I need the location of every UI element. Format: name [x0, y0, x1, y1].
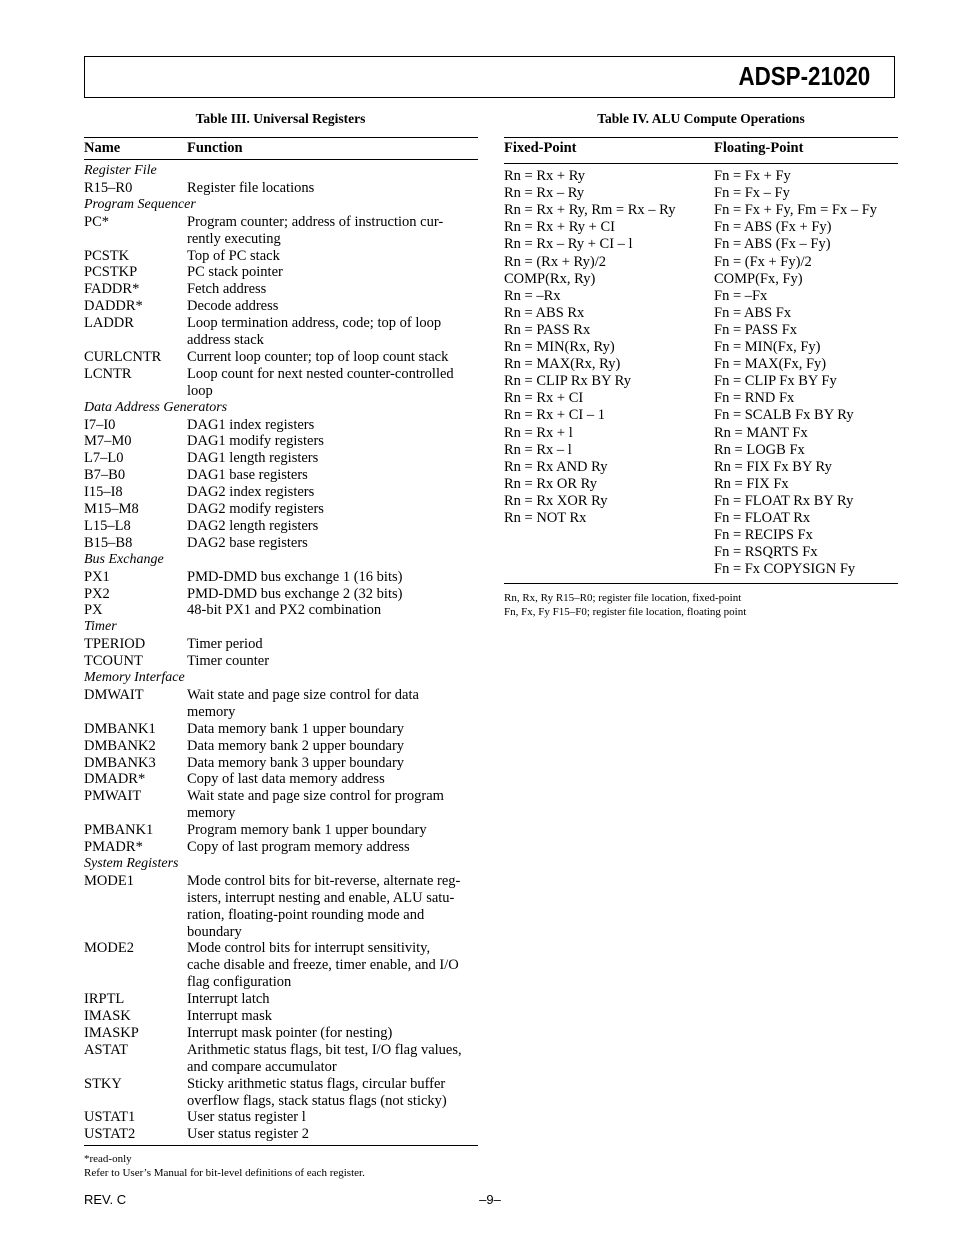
table4-fixed-op: Rn = (Rx + Ry)/2	[504, 253, 606, 270]
table3-register-function: rently executing	[187, 230, 281, 247]
table3-register-function: Timer counter	[187, 653, 270, 670]
table3-register-name: R15–R0	[84, 179, 133, 196]
table3-section-heading: Timer	[84, 619, 117, 635]
table3-col-name: Name	[84, 140, 121, 156]
table3-register-name: LCNTR	[84, 365, 132, 382]
table3-register-name: I15–I8	[84, 484, 123, 501]
table3-register-name: USTAT1	[84, 1109, 136, 1126]
table3-register-function: ration, floating-point rounding mode and	[187, 906, 425, 923]
table3-register-function: Register file locations	[187, 179, 315, 196]
table3-register-function: Copy of last program memory address	[187, 839, 410, 855]
table3-register-function: PMD-DMD bus exchange 1 (16 bits)	[187, 568, 403, 585]
table3-section-heading: Data Address Generators	[84, 399, 228, 415]
table3-register-function: DAG1 index registers	[187, 416, 315, 433]
table4-float-op: Fn = Fx – Fy	[714, 185, 790, 202]
table3-register-function: Data memory bank 1 upper boundary	[187, 720, 405, 737]
table3-register-function: Fetch address	[187, 281, 267, 298]
table3-register-name: M15–M8	[84, 501, 139, 517]
table3-register-name: FADDR*	[84, 281, 140, 298]
table3-register-function: DAG1 length registers	[187, 450, 319, 467]
table3-register-function: Interrupt mask	[187, 1008, 272, 1024]
table3-register-function: 48-bit PX1 and PX2 combination	[187, 602, 382, 619]
table4-fixed-op: Rn = MIN(Rx, Ry)	[504, 339, 615, 355]
table3-register-function: Mode control bits for bit-reverse, alternate reg-	[187, 872, 461, 889]
table3-register-name: CURLCNTR	[84, 348, 162, 365]
table3-register-function: overflow flags, stack status flags (not sticky)	[187, 1092, 447, 1109]
table3-note-manual: Refer to User’s Manual for bit-level definitions of each register.	[84, 1167, 365, 1179]
table4-float-op: Fn = ABS (Fx – Fy)	[714, 236, 831, 253]
page-number: –9–	[479, 1192, 501, 1207]
table3-register-name: DADDR*	[84, 298, 143, 315]
table3-register-name: MODE2	[84, 940, 134, 957]
table3-register-name: DMBANK3	[84, 754, 156, 771]
table3-register-function: User status register 2	[187, 1126, 310, 1143]
table4-float-op: Fn = SCALB Fx BY Ry	[714, 407, 854, 424]
table3-register-name: TCOUNT	[84, 653, 143, 670]
table4-fixed-op: Rn = Rx OR Ry	[504, 475, 598, 492]
table3-section-heading: System Registers	[84, 855, 179, 871]
table3-register-name: PCSTK	[84, 247, 130, 264]
table4-col-float: Floating-Point	[714, 140, 804, 156]
table3-register-function: PMD-DMD bus exchange 2 (32 bits)	[187, 585, 403, 602]
table4-fixed-op: Rn = Rx + CI – 1	[504, 407, 605, 424]
table4-fixed-op: Rn = Rx + Ry, Rm = Rx – Ry	[504, 202, 676, 219]
table4-fixed-op: Rn = ABS Rx	[504, 304, 585, 321]
table3-register-function: Mode control bits for interrupt sensitivity,	[187, 940, 431, 957]
table3-col-function: Function	[187, 140, 243, 156]
table4-float-op: Fn = PASS Fx	[714, 321, 798, 338]
table4-note-float: Fn, Fx, Fy F15–F0; register file location, floating point	[504, 606, 747, 618]
table4-bottom-rule	[504, 583, 898, 584]
table4-fixed-op: Rn = Rx – l	[504, 441, 572, 458]
table3-register-function: Loop termination address, code; top of loop	[187, 315, 442, 332]
table4-fixed-op: Rn = Rx + Ry + CI	[504, 219, 615, 236]
table3-register-name: LADDR	[84, 315, 134, 332]
table4-fixed-op: Rn = PASS Rx	[504, 321, 591, 338]
table3-register-name: DMWAIT	[84, 686, 144, 703]
table3-register-function: loop	[187, 382, 213, 399]
table3-register-function: Copy of last data memory address	[187, 771, 385, 788]
table4-float-op: Fn = ABS Fx	[714, 304, 792, 321]
table4-caption: Table IV. ALU Compute Operations	[597, 111, 805, 126]
table3-register-function: and compare accumulator	[187, 1058, 337, 1075]
table4-fixed-op: Rn = NOT Rx	[504, 510, 587, 526]
table4-float-op: Fn = Fx COPYSIGN Fy	[714, 561, 856, 578]
table3-section-heading: Bus Exchange	[84, 551, 164, 567]
table4-float-op: Rn = MANT Fx	[714, 424, 808, 441]
table3-register-name: ASTAT	[84, 1041, 128, 1058]
table3-register-name: IRPTL	[84, 991, 125, 1008]
table3-register-function: Interrupt mask pointer (for nesting)	[187, 1024, 393, 1041]
table3-register-function: DAG2 length registers	[187, 517, 319, 534]
table3-register-function: DAG1 modify registers	[187, 433, 324, 450]
table3-register-function: address stack	[187, 332, 264, 348]
table3-register-function: cache disable and freeze, timer enable, and I/O	[187, 957, 459, 974]
table3-register-function: Interrupt latch	[187, 991, 270, 1008]
table3-note-readonly: *read-only	[84, 1153, 132, 1165]
table4-float-op: Rn = LOGB Fx	[714, 441, 805, 458]
table3-register-name: M7–M0	[84, 433, 132, 450]
table4-fixed-op: Rn = Rx AND Ry	[504, 458, 608, 475]
table4-fixed-op: Rn = Rx – Ry + CI – l	[504, 236, 633, 253]
table3-register-function: DAG2 base registers	[187, 534, 308, 551]
table4-fixed-op: COMP(Rx, Ry)	[504, 270, 596, 287]
table4-fixed-op: Rn = MAX(Rx, Ry)	[504, 356, 621, 373]
table3-register-function: Data memory bank 2 upper boundary	[187, 737, 405, 754]
table4-float-op: Fn = Fx + Fy	[714, 168, 791, 184]
table4-fixed-op: Rn = Rx + l	[504, 424, 573, 441]
table4-float-op: Fn = FLOAT Rx BY Ry	[714, 492, 854, 509]
table4-top-rule	[504, 137, 898, 138]
table3-register-name: MODE1	[84, 872, 134, 889]
table3-register-function: Wait state and page size control for data	[187, 686, 419, 703]
table4-float-op: Rn = FIX Fx BY Ry	[714, 458, 832, 475]
table4-float-op: Rn = FIX Fx	[714, 475, 789, 492]
table3-register-name: DMADR*	[84, 771, 146, 788]
table4-float-op: Fn = RSQRTS Fx	[714, 544, 818, 561]
table4-float-op: Fn = ABS (Fx + Fy)	[714, 219, 832, 236]
table3-register-name: PCSTKP	[84, 264, 138, 281]
table3-register-function: DAG2 modify registers	[187, 501, 324, 517]
table3-section-heading: Program Sequencer	[84, 196, 196, 212]
table4-fixed-op: Rn = Rx XOR Ry	[504, 492, 608, 509]
table4-float-op: Fn = (Fx + Fy)/2	[714, 253, 812, 270]
table3-section-heading: Register File	[84, 163, 157, 178]
table3-register-function: boundary	[187, 923, 242, 940]
table3-register-function: Program counter; address of instruction cur-	[187, 213, 444, 230]
table3-register-function: Sticky arithmetic status flags, circular buffer	[187, 1075, 446, 1092]
table3-top-rule	[84, 137, 478, 138]
table3-register-function: flag configuration	[187, 974, 292, 991]
table3-register-function: isters, interrupt nesting and enable, ALU satu-	[187, 889, 455, 906]
table3-register-function: Program memory bank 1 upper boundary	[187, 822, 427, 839]
table4-float-op: Fn = CLIP Fx BY Fy	[714, 373, 837, 390]
table3-register-name: PX	[84, 602, 103, 619]
table3-register-function: Wait state and page size control for program	[187, 788, 444, 805]
table3-bottom-rule	[84, 1145, 478, 1146]
table3-register-name: PMBANK1	[84, 822, 154, 839]
table4-header-rule	[504, 163, 898, 164]
table4-fixed-op: Rn = Rx – Ry	[504, 185, 585, 202]
table3-register-name: L15–L8	[84, 517, 131, 534]
table4-float-op: Fn = MAX(Fx, Fy)	[714, 356, 827, 373]
table3-register-name: PMADR*	[84, 839, 143, 855]
table3-register-function: DAG1 base registers	[187, 467, 308, 484]
table3-register-function: Arithmetic status flags, bit test, I/O flag values,	[187, 1041, 462, 1058]
table3-register-name: B15–B8	[84, 534, 133, 551]
table4-fixed-op: Rn = Rx + Ry	[504, 168, 586, 184]
table3-register-function: Data memory bank 3 upper boundary	[187, 754, 405, 771]
table4-fixed-op: Rn = –Rx	[504, 287, 561, 304]
table3-register-function: Top of PC stack	[187, 247, 280, 264]
table3-register-name: I7–I0	[84, 416, 116, 433]
table3-register-name: USTAT2	[84, 1126, 136, 1143]
page-header	[84, 56, 895, 98]
table4-float-op: Fn = FLOAT Rx	[714, 510, 811, 526]
table3-register-function: DAG2 index registers	[187, 484, 315, 501]
table3-register-name: IMASKP	[84, 1024, 139, 1041]
table4-fixed-op: Rn = CLIP Rx BY Ry	[504, 373, 631, 390]
document-title: ADSP-21020	[738, 61, 870, 91]
table4-col-fixed: Fixed-Point	[504, 140, 577, 156]
table3-register-name: DMBANK2	[84, 737, 156, 754]
table4-float-op: Fn = Fx + Fy, Fm = Fx – Fy	[714, 202, 878, 219]
table3-register-name: B7–B0	[84, 467, 126, 484]
table3-register-name: PMWAIT	[84, 788, 142, 805]
table4-fixed-op: Rn = Rx + CI	[504, 390, 584, 407]
revision-label: REV. C	[84, 1192, 127, 1207]
table3-register-name: TPERIOD	[84, 636, 146, 653]
table4-float-op: COMP(Fx, Fy)	[714, 270, 803, 287]
table3-register-name: PX1	[84, 568, 110, 585]
table3-register-function: Current loop counter; top of loop count stack	[187, 348, 449, 365]
table3-register-name: DMBANK1	[84, 720, 156, 737]
table4-float-op: Fn = RECIPS Fx	[714, 527, 813, 544]
table3-register-name: STKY	[84, 1075, 122, 1092]
table3-register-function: PC stack pointer	[187, 264, 283, 281]
table3-header-rule	[84, 159, 478, 160]
table3-register-name: PX2	[84, 585, 110, 602]
table3-register-function: Loop count for next nested counter-controlled	[187, 365, 454, 382]
table3-register-name: IMASK	[84, 1008, 131, 1024]
table3-register-function: Decode address	[187, 298, 279, 315]
table4-float-op: Fn = MIN(Fx, Fy)	[714, 339, 821, 355]
table4-note-fixed: Rn, Rx, Ry R15–R0; register file location, fixed-point	[504, 592, 742, 604]
table4-float-op: Fn = –Fx	[714, 287, 768, 304]
table3-section-heading: Memory Interface	[84, 670, 185, 685]
table3-register-name: PC*	[84, 213, 109, 230]
table3-register-function: User status register l	[187, 1109, 306, 1126]
table3-register-function: Timer period	[187, 636, 263, 653]
table3-register-function: memory	[187, 703, 236, 720]
table3-register-function: memory	[187, 805, 236, 822]
table3-caption: Table III. Universal Registers	[195, 111, 366, 126]
table4-float-op: Fn = RND Fx	[714, 390, 795, 407]
table3-register-name: L7–L0	[84, 450, 124, 467]
